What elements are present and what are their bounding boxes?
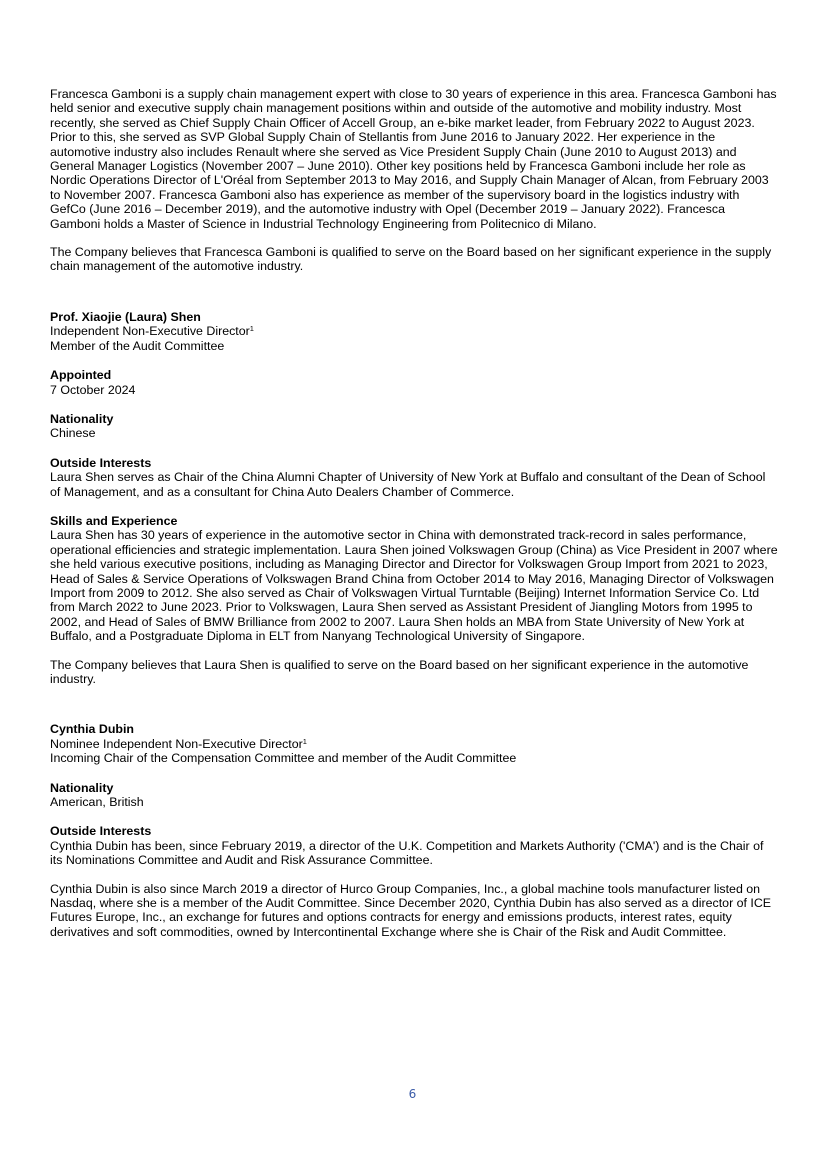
dubin-interests-text-2: Cynthia Dubin is also since March 2019 a director of Hurco Group Companies, Inc., a global machine tools manufacturer listed on Nasdaq, where she is a member of the Audit Committee. Since December 2020, Cynthia Dubin has also served as a director of ICE Futures Europe, Inc., an exchange for futures and options contracts for energy and emissions products, interest rates, equity derivatives and soft commodities, owned by Intercontinental Exchange where she is Chair of the Risk and Audit Committee. — [50, 881, 772, 939]
page-number: 6 — [408, 1087, 417, 1101]
shen-interests-heading: Outside Interests — [50, 455, 152, 470]
dubin-footnote-mark: 1 — [302, 736, 307, 746]
shen-nationality-heading: Nationality — [50, 411, 114, 426]
shen-interests-text: Laura Shen serves as Chair of the China Alumni Chapter of University of New York at Buffalo and consultant of the Dean of School of Management, and as a consultant for China Auto Dealers Chamber of Commerce. — [50, 470, 766, 499]
shen-appointed-heading: Appointed — [50, 368, 112, 383]
shen-skills-text: Laura Shen has 30 years of experience in the automotive sector in China with demonstrated track-record in sales performance, operational efficiencies and strategic implementation. Laura Shen joined Volkswagen Group (China) as Vice President in 2007 where she held various executive positions, including as Managing Director and Director for Volkswagen Group Import from 2021 to 2023, Head of Sales & Service Operations of Volkswagen Brand China from October 2014 to May 2016, Managing Director of Volkswagen Import from 2009 to 2012. She also served as Chair of Volkswagen Virtual Turntable (Beijing) Internet Information Service Co. Ltd from March 2022 to June 2023. Prior to Volkswagen, Laura Shen served as Assistant President of Jiangling Motors from 1995 to 2002, and Head of Sales of BMW Brilliance from 2002 to 2007. Laura Shen holds an MBA from State University of New York at Buffalo, and a Postgraduate Diploma in ELT from Nanyang Technological University of Singapore. — [50, 528, 778, 644]
shen-skills-heading: Skills and Experience — [50, 513, 178, 528]
dubin-role — [50, 737, 778, 751]
dubin-committee: Incoming Chair of the Compensation Committee and member of the Audit Committee — [50, 751, 517, 766]
gamboni-qualification: The Company believes that Francesca Gamboni is qualified to serve on the Board based on her significant experience in the supply chain management of the automotive industry. — [50, 245, 772, 274]
dubin-nationality-heading: Nationality — [50, 780, 114, 795]
shen-role — [50, 324, 778, 338]
gamboni-bio: Francesca Gamboni is a supply chain management expert with close to 30 years of experience in this area. Francesca Gamboni has held senior and executive supply chain management positions within and outside of the automotive and mobility industry. Most recently, she served as Chief Supply Chain Officer of Accell Group, an e-bike market leader, from February 2022 to August 2023. Prior to this, she served as SVP Global Supply Chain of Stellantis from June 2016 to January 2022. Her experience in the automotive industry also includes Renault where she served as Vice President Supply Chain (June 2010 to August 2013) and General Manager Logistics (November 2007 – June 2010). Other key positions held by Francesca Gamboni include her role as Nordic Operations Director of L'Oréal from September 2013 to May 2016, and Supply Chain Manager of Alcan, from February 2003 to November 2007. Francesca Gamboni also has experience as member of the supervisory board in the logistics industry with GefCo (June 2016 – December 2019), and the automotive industry with Opel (December 2019 – January 2022). Francesca Gamboni holds a Master of Science in Industrial Technology Engineering from Politecnico di Milano. — [50, 87, 777, 231]
shen-nationality-value: Chinese — [50, 426, 96, 441]
shen-committee: Member of the Audit Committee — [50, 338, 225, 353]
dubin-interests-heading: Outside Interests — [50, 824, 152, 839]
dubin-role-text: Nominee Independent Non-Executive Director — [50, 736, 303, 751]
dubin-nationality-value: American, British — [50, 795, 144, 810]
dubin-interests-text-1: Cynthia Dubin has been, since February 2019, a director of the U.K. Competition and Markets Authority ('CMA') and is the Chair of its Nominations Committee and Audit and Risk Assurance Committee. — [50, 838, 764, 868]
dubin-name: Cynthia Dubin — [50, 722, 134, 737]
shen-appointed-value: 7 October 2024 — [50, 382, 136, 397]
shen-footnote-mark: 1 — [249, 324, 254, 334]
shen-qualification: The Company believes that Laura Shen is qualified to serve on the Board based on her significant experience in the automotive industry. — [50, 657, 749, 686]
document-body — [50, 87, 778, 939]
shen-role-text: Independent Non-Executive Director — [50, 324, 250, 339]
shen-name: Prof. Xiaojie (Laura) Shen — [50, 309, 201, 324]
